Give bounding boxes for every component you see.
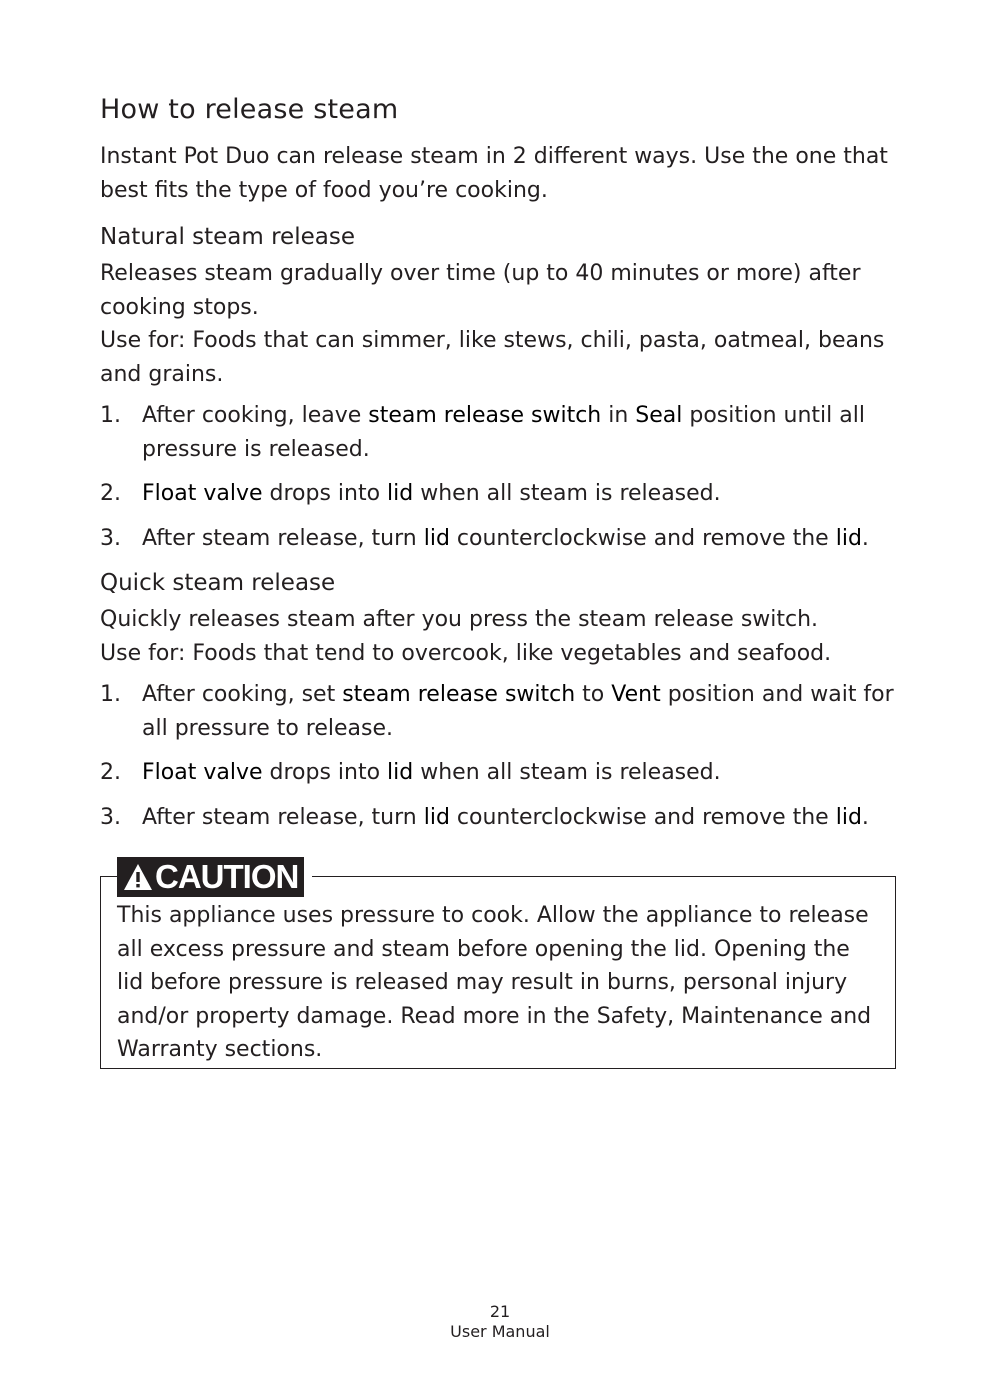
- warning-triangle-icon: [123, 863, 153, 891]
- page-number: 21: [489, 1302, 511, 1321]
- step-text-part: After steam release, turn: [142, 804, 424, 830]
- step-item: [100, 399, 900, 466]
- caution-label: [117, 857, 304, 897]
- step-text-part: to: [575, 682, 612, 707]
- step-term: lid: [387, 481, 414, 506]
- step-text-part: .: [861, 804, 869, 830]
- step-term: lid: [423, 525, 450, 551]
- step-term: Seal: [635, 403, 683, 428]
- footer-label: User Manual: [450, 1322, 550, 1341]
- step-term: lid: [835, 804, 862, 830]
- step-text-part: drops into: [262, 481, 388, 506]
- step-text-part: when all steam is released.: [413, 481, 721, 506]
- quick-release-description: Quickly releases steam after you press the steam release switch.: [100, 607, 819, 632]
- page-content: [100, 90, 900, 846]
- step-item: [100, 756, 900, 790]
- step-text-part: position until all pressure is released.: [142, 403, 865, 462]
- step-text-part: drops into: [262, 760, 388, 785]
- step-item: [100, 477, 900, 511]
- step-term: steam release switch: [342, 682, 576, 707]
- natural-release-use-for: Use for: Foods that can simmer, like stews, chili, pasta, oatmeal, beans and grains.: [100, 328, 885, 387]
- step-number: 3.: [100, 525, 121, 551]
- step-text-part: After steam release, turn: [142, 525, 424, 551]
- step-number: 1.: [100, 403, 121, 428]
- step-text: [142, 756, 900, 790]
- step-item: [100, 522, 900, 556]
- step-text-part: .: [861, 525, 869, 551]
- natural-release-steps: [100, 399, 900, 555]
- step-text-part: in: [601, 403, 636, 428]
- step-term: lid: [387, 760, 414, 785]
- step-text: [142, 522, 900, 556]
- step-text: [142, 477, 900, 511]
- quick-release-use-for: Use for: Foods that tend to overcook, like vegetables and seafood.: [100, 640, 832, 666]
- natural-release-description: Releases steam gradually over time (up to 40 minutes or more) after cooking stops.: [100, 261, 861, 320]
- step-item: [100, 678, 900, 745]
- step-item: [100, 801, 900, 835]
- step-text-part: counterclockwise and remove the: [449, 804, 836, 830]
- step-term: lid: [835, 525, 862, 551]
- natural-release-heading: Natural steam release: [100, 224, 355, 250]
- step-number: 2.: [100, 481, 121, 506]
- step-term: Vent: [611, 682, 661, 707]
- step-term: Float valve: [142, 481, 263, 506]
- caution-label-text: CAUTION: [155, 858, 299, 895]
- step-text: [142, 801, 900, 835]
- step-number: 2.: [100, 760, 121, 785]
- step-text: [142, 399, 900, 466]
- step-text: [142, 678, 900, 745]
- quick-release-heading: Quick steam release: [100, 570, 336, 596]
- step-term: steam release switch: [368, 403, 602, 428]
- step-text-part: After cooking, leave: [142, 403, 369, 428]
- page-footer: [0, 1302, 1000, 1342]
- caution-box: [100, 858, 896, 1069]
- quick-release-steps: [100, 678, 900, 834]
- step-number: 1.: [100, 682, 121, 707]
- page-title: How to release steam: [100, 94, 399, 125]
- caution-text: This appliance uses pressure to cook. Allow the appliance to release all excess pressure and steam before opening the lid. Opening the lid before pressure is released may result in burns, personal injury and/or property damage. Read more in the Safety, Maintenance and Warranty sections.: [117, 903, 872, 1062]
- step-text-part: when all steam is released.: [413, 760, 721, 785]
- step-term: Float valve: [142, 760, 263, 785]
- quick-release-section: [100, 567, 900, 834]
- step-text-part: After cooking, set: [142, 682, 343, 707]
- step-text-part: position and wait for all pressure to release.: [142, 682, 894, 741]
- natural-release-section: [100, 221, 900, 555]
- intro-text: Instant Pot Duo can release steam in 2 different ways. Use the one that best fits the type of food you’re cooking.: [100, 144, 888, 203]
- step-text-part: counterclockwise and remove the: [449, 525, 836, 551]
- step-term: lid: [423, 804, 450, 830]
- step-number: 3.: [100, 804, 121, 830]
